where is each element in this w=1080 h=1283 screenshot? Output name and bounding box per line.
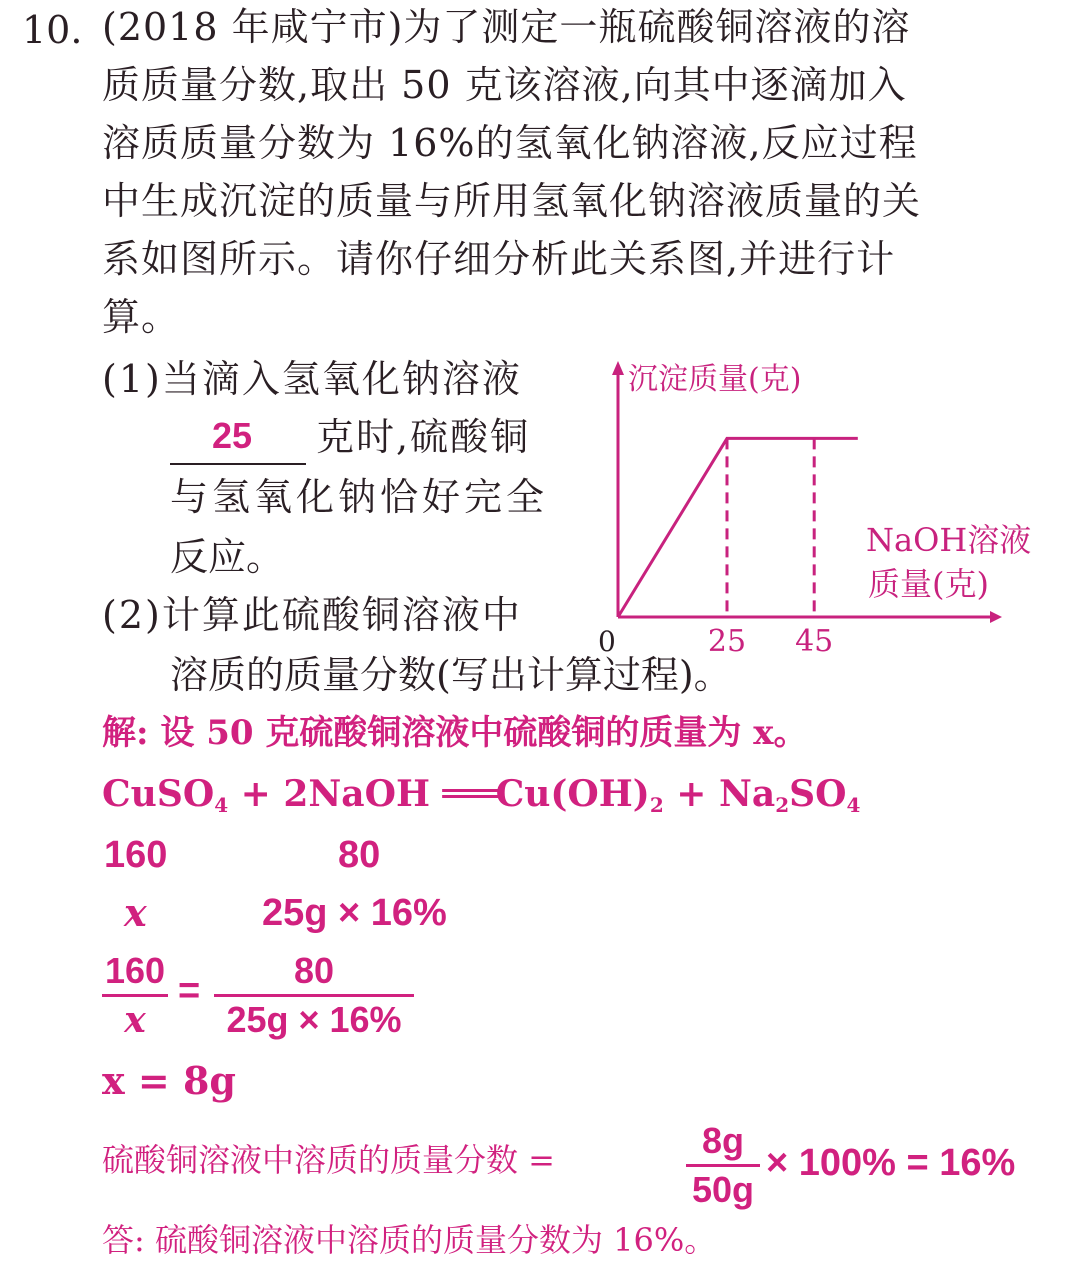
mass-fraction [686, 1120, 760, 1211]
question-number: 10. [22, 8, 83, 52]
precipitate-chart [590, 345, 1050, 665]
origin-label: 0 [598, 625, 616, 658]
y-axis-arrow [612, 361, 624, 375]
molar-mass-a: 160 [104, 834, 168, 876]
proportion-right-den: 25g × 16% [226, 999, 402, 1040]
final-answer: 答: 硫酸铜溶液中溶质的质量分数为 16%。 [102, 1221, 717, 1259]
question-line-2: 质质量分数,取出 50 克该溶液,向其中逐滴加入 [102, 63, 907, 107]
part1-prefix: (1)当滴入氢氧化钠溶液 [102, 357, 522, 401]
part1-line3: 与氢氧化钠恰好完全 [170, 475, 549, 519]
mass-fraction-bar [686, 1164, 760, 1167]
proportion-left-den: x [124, 999, 146, 1041]
proportion-left [102, 950, 168, 1041]
proportion-left-bar [102, 994, 168, 997]
part1-line4: 反应。 [170, 535, 285, 579]
var-mass: 25g × 16% [262, 892, 447, 934]
x-tick-25: 25 [707, 624, 747, 659]
question-line-6: 算。 [102, 295, 181, 339]
molar-mass-b: 80 [338, 834, 381, 876]
x-axis-label-line1: NaOH溶液 [866, 521, 1032, 559]
solution-setup: 解: 设 50 克硫酸铜溶液中硫酸铜的质量为 x。 [102, 713, 808, 753]
var-x: x [124, 890, 147, 935]
part1-after-blank: 克时,硫酸铜 [316, 415, 531, 459]
question-line-5: 系如图所示。请你仔细分析此关系图,并进行计 [102, 237, 896, 281]
answer-blank-line [170, 463, 306, 465]
question-line-3: 溶质质量分数为 16%的氢氧化钠溶液,反应过程 [102, 121, 918, 165]
fraction-suffix: × 100% = 16% [766, 1142, 1016, 1184]
result-x: x = 8g [102, 1058, 236, 1103]
chemical-equation: CuSO$_4$ + 2NaOH $═══Cu(OH)_2 + Na_2SO_4$ [102, 773, 861, 817]
mass-fraction-den: 50g [691, 1169, 755, 1210]
fraction-prefix: 硫酸铜溶液中溶质的质量分数 = [102, 1141, 555, 1179]
series-line [618, 438, 858, 617]
proportion-equals: = [178, 970, 201, 1012]
x-axis-label-line2: 质量(克) [868, 565, 989, 603]
part1-answer: 25 [212, 415, 253, 456]
x-tick-45: 45 [795, 624, 834, 659]
part2-line2: 溶质的质量分数(写出计算过程)。 [170, 653, 732, 697]
proportion-right-num: 80 [293, 950, 335, 991]
question-line-1: (2018 年咸宁市)为了测定一瓶硫酸铜溶液的溶 [102, 5, 911, 49]
proportion-right-bar [214, 994, 414, 997]
mass-fraction-num: 8g [701, 1120, 744, 1161]
part2-line1: (2)计算此硫酸铜溶液中 [102, 593, 522, 637]
question-line-4: 中生成沉淀的质量与所用氢氧化钠溶液质量的关 [102, 179, 922, 223]
y-axis-label: 沉淀质量(克) [628, 362, 802, 397]
x-axis-arrow [990, 611, 1002, 623]
proportion-right [214, 950, 414, 1041]
proportion-left-num: 160 [104, 950, 166, 991]
